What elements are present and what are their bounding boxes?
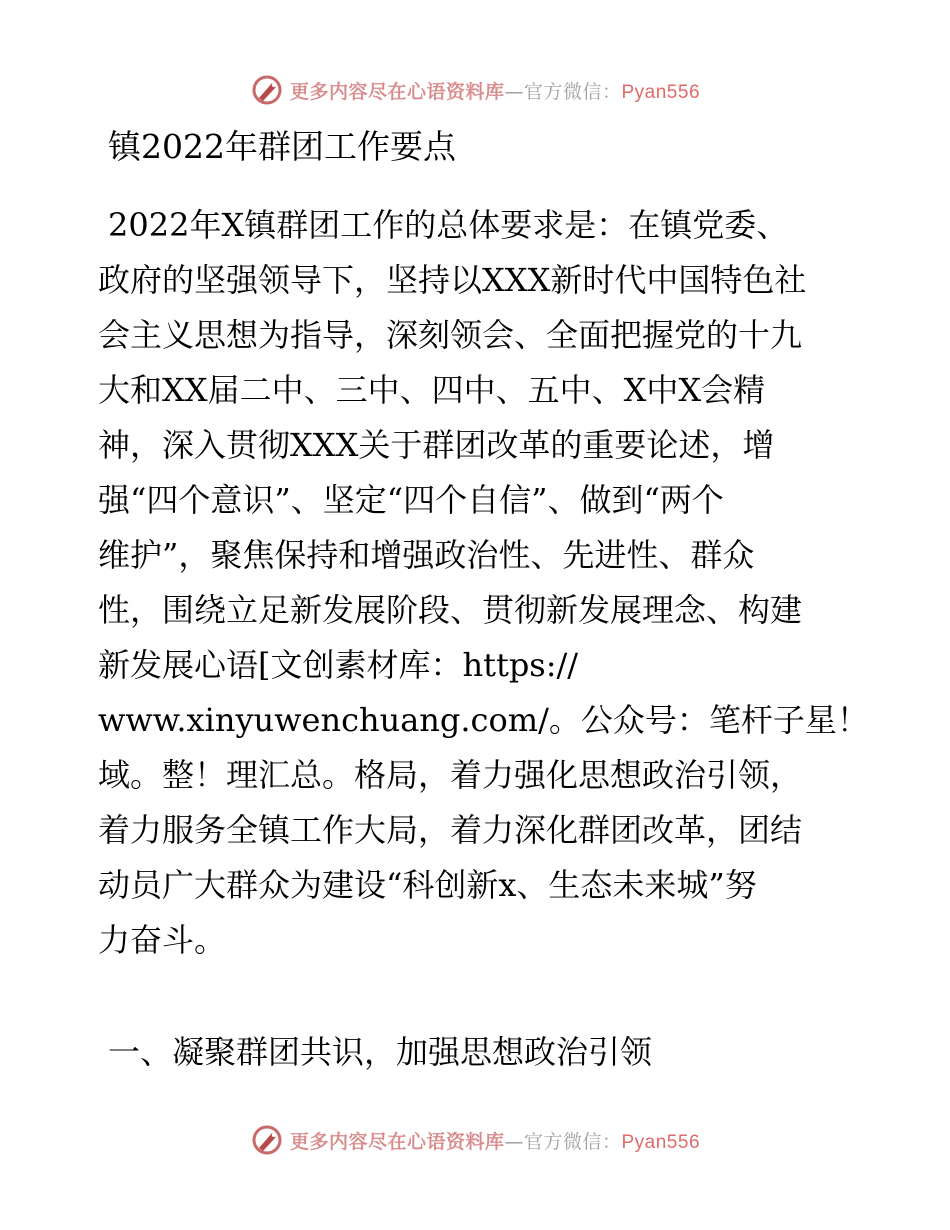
paragraph-line: 维护”，聚焦保持和增强政治性、先进性、群众 [98, 536, 755, 574]
paragraph-line: 着力服务全镇工作大局，着力深化群团改革，团结 [98, 811, 803, 849]
watermark-text [290, 1127, 700, 1154]
paragraph-line: 大和XX届二中、三中、四中、五中、X中X会精 [98, 371, 766, 409]
footer-watermark [0, 1120, 950, 1160]
pen-nib-circle-icon [250, 73, 284, 107]
watermark-official-label: 官方微信： [523, 1130, 622, 1153]
watermark-wechat-id: Pyan556 [621, 81, 701, 103]
paragraph-line: 新发展心语[文创素材库：https:// [98, 646, 579, 684]
paragraph-line: 域。整！理汇总。格局，着力强化思想政治引领， [98, 756, 803, 794]
paragraph-line: 政府的坚强领导下，坚持以XXX新时代中国特色社 [98, 261, 807, 299]
paragraph-line: 力奋斗。 [98, 921, 227, 959]
paragraph-line: 会主义思想为指导，深刻领会、全面把握党的十九 [98, 316, 803, 354]
paragraph-line: 2022年X镇群团工作的总体要求是：在镇党委、 [108, 206, 789, 244]
watermark-text [290, 77, 700, 104]
watermark-brand: 更多内容尽在心语资料库 [289, 80, 505, 103]
pen-nib-circle-icon [250, 1123, 284, 1157]
body-paragraph [98, 198, 869, 968]
watermark-dash: — [504, 1130, 524, 1153]
paragraph-line: 性，围绕立足新发展阶段、贯彻新发展理念、构建 [98, 591, 803, 629]
section-heading: 一、凝聚群团共识，加强思想政治引领 [108, 1033, 653, 1071]
watermark-wechat-id: Pyan556 [621, 1131, 701, 1153]
watermark-official-label: 官方微信： [523, 80, 622, 103]
paragraph-line: 强“四个意识”、坚定“四个自信”、做到“两个 [98, 481, 724, 519]
paragraph-line: www.xinyuwenchuang.com/。公众号：笔杆子星！ [98, 701, 869, 739]
document-title: 镇2022年群团工作要点 [108, 127, 456, 166]
header-watermark [0, 70, 950, 110]
watermark-brand: 更多内容尽在心语资料库 [289, 1130, 505, 1153]
paragraph-line: 动员广大群众为建设“科创新x、生态未来城”努 [98, 866, 757, 904]
paragraph-line: 神，深入贯彻XXX关于群团改革的重要论述，增 [98, 426, 775, 464]
watermark-dash: — [504, 80, 524, 103]
